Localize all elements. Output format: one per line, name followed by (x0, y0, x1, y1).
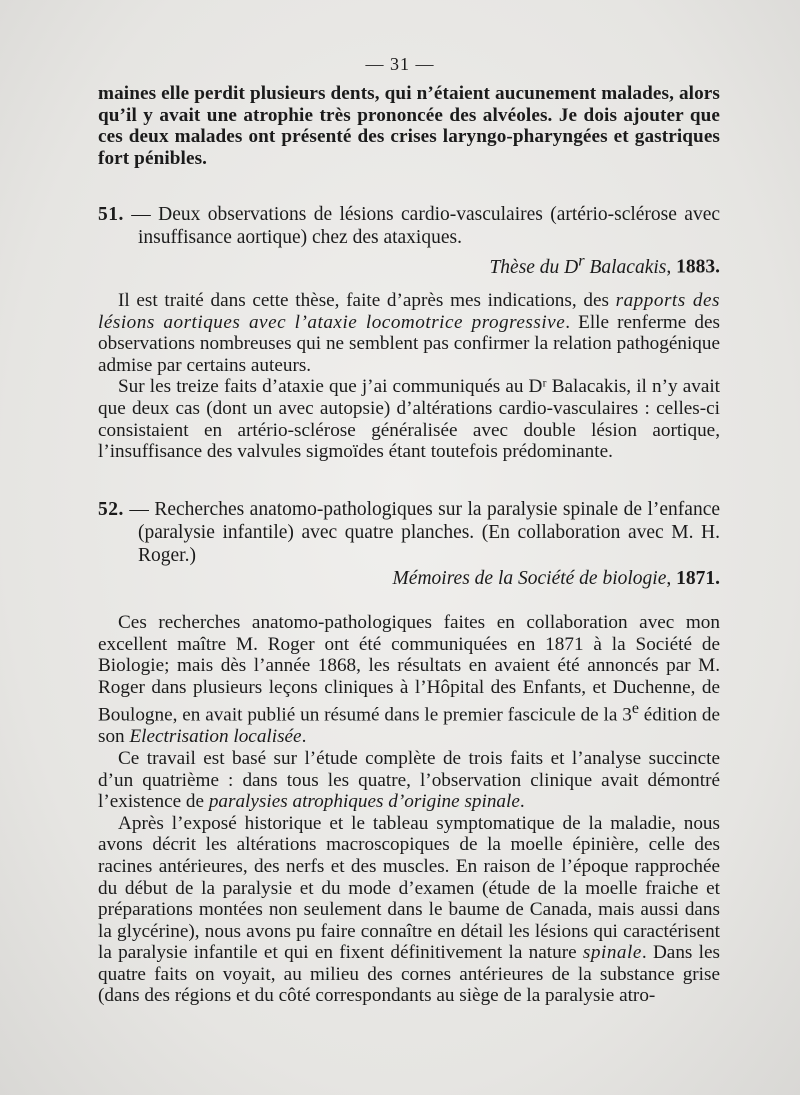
entry-51-p1-start: Il est traité dans cette thèse, faite d’après mes indications, des (118, 290, 616, 311)
continuation-paragraph (98, 83, 720, 169)
entry-52-paragraph-2 (98, 748, 720, 813)
entry-51-body (98, 290, 720, 463)
entry-51-source-prefix: Thèse du D (489, 256, 579, 278)
entry-51-source: Thèse du $D^r$ Balacakis, 1883. (489, 251, 720, 278)
entry-52-paragraph-3 (98, 813, 720, 1007)
entry-52-p1-mid: édition de son (98, 704, 720, 748)
entry-51-title: — Deux observations de lésions cardio-vasculaires (artério-sclérose avec insuffisance aortique) chez des ataxiques. (131, 204, 721, 248)
entry-51 (98, 203, 720, 279)
entry-52-p1-end: . (301, 726, 307, 748)
continuation-text: maines elle perdit plusieurs dents, qui n’étaient aucunement malades, alors qu’il y avait une atrophie très prononcée des alvéoles. Je dois ajouter que ces deux malades ont présenté des crises laryngo-pharyngées et gastriques fort pénibles. (98, 83, 720, 169)
entry-52-source-title: Mémoires de la Société de biologie (392, 568, 667, 589)
entry-52-p3-end: . Dans les quatre faits on voyait, au milieu des cornes antérieures de la substance grise (dans des régions et du côté correspondants au siège de la paralysie atro- (98, 942, 720, 1007)
entry-51-number: 51. (98, 204, 124, 225)
entry-52-p1-sup: e (631, 700, 639, 718)
entry-51-p1-italic: rapports des lésions aortiques avec l’ataxie locomotrice progressive (98, 290, 720, 333)
entry-51-source-year: 1883. (676, 256, 720, 278)
entry-52-heading (98, 498, 720, 567)
page-number: — 31 — (365, 54, 435, 74)
entry-52-p1-italic: Electrisation localisée (129, 726, 302, 748)
entry-52-number: 52. (98, 499, 124, 520)
entry-51-paragraph-1 (98, 290, 720, 376)
entry-51-p1-end: . Elle renferme des observations nombreuses qui ne semblent pas confirmer la relation pathogénique admise par certains auteurs. (98, 311, 720, 376)
entry-51-heading (98, 203, 720, 249)
entry-52 (98, 498, 720, 590)
entry-52-p1-start: Ces recherches anatomo-pathologiques faites en collaboration avec mon excellent maître M. Roger ont été communiquées en 1871 à la Société de Biologie; mais dès l’année 1868, les résultats en avaient été annoncés par M. Roger dans plusieurs leçons cliniques à l’Hôpital des Enfants, et Duchenne, de Boulogne, en avait publié un résumé dans le premier fascicule de la 3 (98, 612, 720, 726)
entry-52-body (98, 612, 720, 1007)
entry-52-p2-start: Ce travail est basé sur l’étude complète de trois faits et l’analyse succincte d’un quatrième : dans tous les quatre, l’observation clinique avait démontré l’existence de (98, 747, 720, 813)
entry-51-source-name: Balacakis (584, 256, 667, 278)
entry-51-source-sup: r (578, 251, 585, 269)
entry-52-p2-end: . (519, 791, 525, 813)
entry-52-p2-italic: paralysies atrophiques d’origine spinale (208, 791, 520, 813)
entry-52-p3-start: Après l’exposé historique et le tableau symptomatique de la maladie, nous avons décrit les altérations macroscopiques de la moelle épinière, celle des racines antérieures, des nerfs et des muscles. En raison de l’époque rapprochée du début de la paralysie et du mode d’examen (étude de la moelle fraiche et préparations montées non seulement dans le baume de Canada, mais aussi dans la glycérine), nous avons pu faire connaître en détail les lésions qui caractérisent la paralysie infantile et qui en fixent définitivement la nature (98, 812, 720, 964)
entry-52-paragraph-1 (98, 612, 720, 748)
entry-52-p3-italic: spinale (582, 942, 642, 964)
entry-51-paragraph-2: Sur les treize faits d’ataxie que j’ai communiqués au Dʳ Balacakis, il n’y avait que deux cas (dont un avec autopsie) d’altérations cardio-vasculaires : celles-ci consistaient en artério-sclérose généralisée avec double lésion aortique, l’insuffisance des valvules sigmoïdes étant toutefois prédominante. (98, 376, 720, 463)
entry-52-source-year: 1871. (676, 568, 720, 589)
entry-52-title: — Recherches anatomo-pathologiques sur la paralysie spinale de l’enfance (paralysie infantile) avec quatre planches. (En collaboration avec M. H. Roger.) (129, 499, 721, 566)
entry-52-source: Mémoires de la Société de biologie, 1871. (392, 568, 720, 589)
